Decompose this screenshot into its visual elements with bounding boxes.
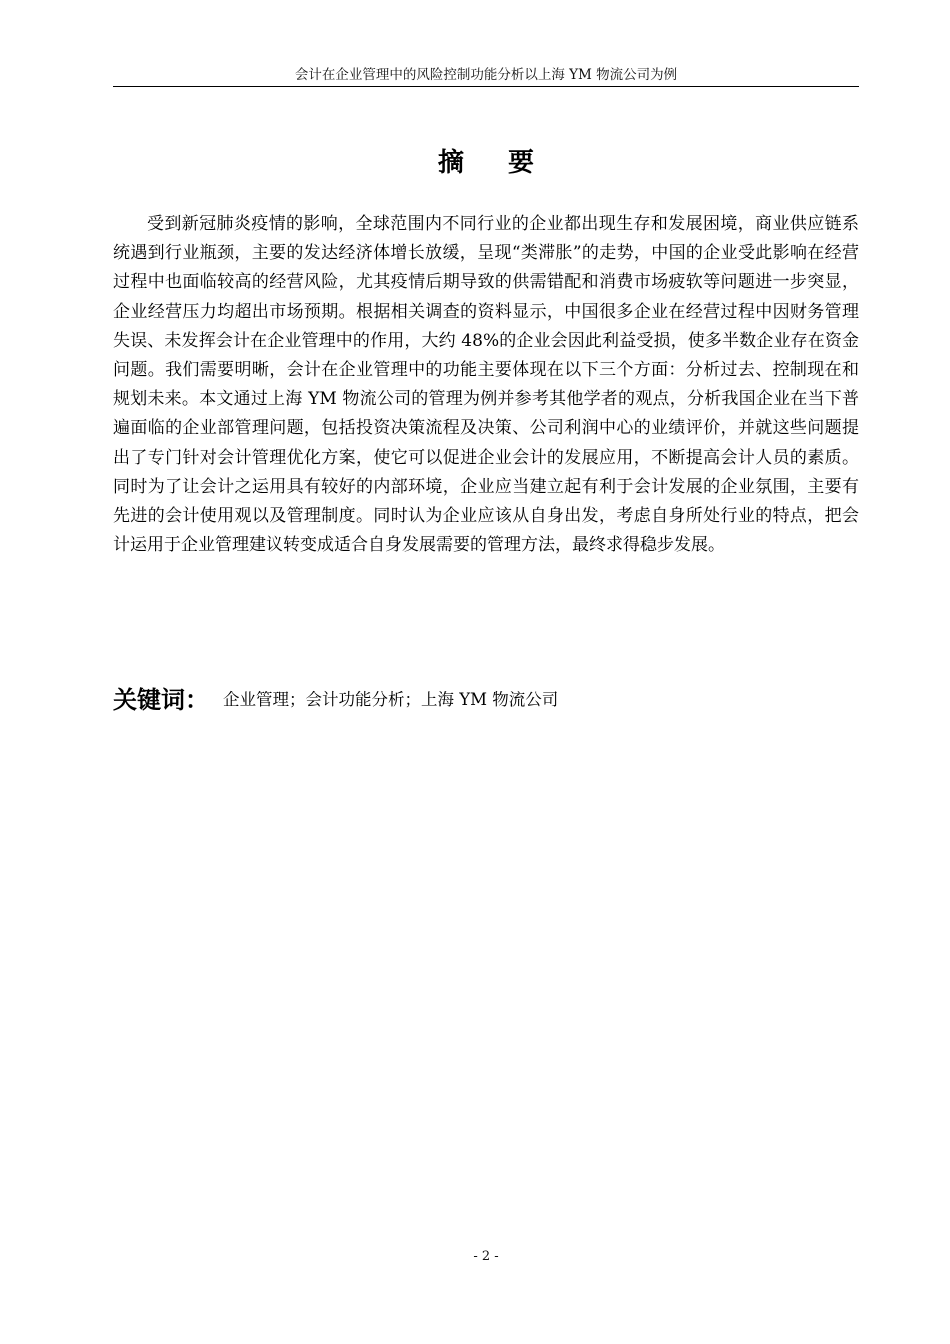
abstract-title: 摘要 (437, 148, 578, 178)
running-header: 会计在企业管理中的风险控制功能分析以上海 YM 物流公司为例 (294, 67, 678, 83)
keywords-text: 企业管理；会计功能分析；上海 YM 物流公司 (223, 689, 559, 709)
page-number: - 2 - (473, 1249, 499, 1264)
keywords-line (113, 680, 859, 715)
abstract-paragraph: 受到新冠肺炎疫情的影响，全球范围内不同行业的企业都出现生存和发展困境，商业供应链系统遇到行业瓶颈，主要的发达经济体增长放缓，呈现“类滞胀”的走势，中国的企业受此影响在经营过程中也面临较高的经营风险，尤其疫情后期导致的供需错配和消费市场疲软等问题进一步突显，企业经营压力均超出市场预期。根据相关调查的资料显示，中国很多企业在经营过程中因财务管理失误、未发挥会计在企业管理中的作用，大约 48%的企业会因此利益受损，使多半数企业存在资金问题。我们需要明晰，会计在企业管理中的功能主要体现在以下三个方面：分析过去、控制现在和规划未来。本文通过上海 YM 物流公司的管理为例并参考其他学者的观点，分析我国企业在当下普遍面临的企业部管理问题，包括投资决策流程及决策、公司利润中心的业绩评价，并就这些问题提出了专门针对会计管理优化方案，使它可以促进企业会计的发展应用，不断提高会计人员的素质。同时为了让会计之运用具有较好的内部环境，企业应当建立起有利于会计发展的企业氛围，主要有先进的会计使用观以及管理制度。同时认为企业应该从自身出发，考虑自身所处行业的特点，把会计运用于企业管理建议转变成适合自身发展需要的管理方法，最终求得稳步发展。 (113, 214, 859, 556)
header-divider (113, 86, 859, 87)
keywords-label: 关键词： (113, 686, 209, 714)
